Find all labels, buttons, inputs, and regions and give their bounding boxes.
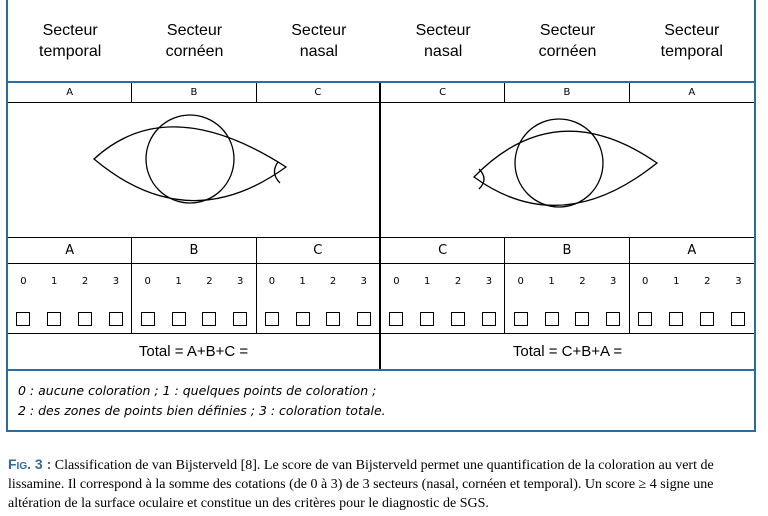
score-checkbox[interactable] (514, 312, 528, 326)
eye-outline (474, 131, 657, 205)
bijsterveld-grid (8, 0, 754, 371)
score-label: 3 (112, 276, 120, 287)
letter-top-1: A (8, 83, 132, 102)
score-checkbox[interactable] (265, 312, 279, 326)
total-left-eye: Total = C+B+A = (512, 343, 623, 360)
left-eye-drawing (381, 103, 754, 238)
score-label: 1 (175, 276, 182, 287)
sector-line2: temporal (660, 42, 723, 60)
score-label: 3 (485, 276, 493, 287)
sector-header-6 (630, 0, 754, 81)
totals-row (8, 334, 754, 371)
score-label: 0 (641, 276, 649, 287)
score-checkbox[interactable] (700, 312, 714, 326)
score-checkbox[interactable] (109, 312, 123, 326)
score-checkbox[interactable] (47, 312, 61, 326)
score-checkbox[interactable] (141, 312, 155, 326)
score-label: 3 (735, 276, 742, 287)
score-row (8, 264, 754, 334)
score-checkbox[interactable] (172, 312, 186, 326)
sector-header-4 (381, 0, 505, 81)
sector-line2: cornéen (165, 42, 224, 60)
letter-bottom-6: A (687, 243, 697, 258)
score-label: 0 (517, 276, 524, 287)
score-checkbox[interactable] (357, 312, 371, 326)
right-eye-drawing (8, 103, 379, 238)
sector-line1: Secteur (166, 21, 223, 39)
letter-row-top (8, 83, 754, 103)
sector-header-row (8, 0, 754, 83)
letter-top-5: B (505, 83, 629, 102)
score-group-3 (257, 264, 381, 333)
score-checkbox[interactable] (233, 312, 247, 326)
score-label: 0 (393, 276, 400, 287)
score-checkbox[interactable] (575, 312, 589, 326)
total-right-eye: Total = A+B+C = (8, 334, 381, 369)
caption-text: Classification de van Bijsterveld [8]. Le score de van Bijsterveld permet une quantification de la coloration au vert de lissamine. Il correspond à la somme des cotations (de 0 à 3) de 3 secteurs (nasal, cornéen et temporal). Un score ≥ 4 signe une altération de la surface oculaire et constitue un des critères pour le diagnostic de SGS. (8, 458, 714, 511)
letter-top-3: C (257, 83, 381, 102)
score-checkbox[interactable] (202, 312, 216, 326)
letter-bottom-5: B (505, 238, 629, 263)
score-label: 2 (81, 276, 89, 287)
score-label: 2 (579, 276, 586, 287)
letter-top-2: B (132, 83, 256, 102)
score-checkbox[interactable] (389, 312, 403, 326)
letter-top-4: C (381, 83, 505, 102)
score-label: 1 (299, 276, 306, 287)
score-group-1 (8, 264, 132, 333)
score-checkbox[interactable] (296, 312, 310, 326)
score-label: 2 (206, 276, 213, 287)
letter-bottom-3: C (257, 238, 381, 263)
score-checkbox[interactable] (326, 312, 340, 326)
score-label: 0 (144, 276, 151, 287)
score-checkbox[interactable] (606, 312, 620, 326)
score-checkbox[interactable] (731, 312, 745, 326)
score-label: 1 (51, 276, 58, 287)
eye-drawing-row (8, 103, 754, 238)
figure-label: Fig. 3 : (8, 456, 52, 472)
score-checkbox[interactable] (482, 312, 496, 326)
letter-bottom-4: C (381, 238, 505, 263)
right-eye-panel (8, 103, 381, 238)
score-label: 2 (704, 276, 711, 287)
score-checkbox[interactable] (451, 312, 465, 326)
sector-line2: cornéen (538, 42, 597, 60)
score-label: 1 (548, 276, 555, 287)
score-group-2 (132, 264, 256, 333)
score-label: 3 (610, 276, 617, 287)
sector-header-1 (8, 0, 132, 81)
sector-line1: Secteur (42, 21, 98, 39)
score-label: 3 (237, 276, 244, 287)
letter-bottom-2: B (132, 238, 256, 263)
score-checkbox[interactable] (545, 312, 559, 326)
score-checkbox[interactable] (16, 312, 30, 326)
score-label: 1 (673, 276, 680, 287)
sector-line2: nasal (299, 42, 338, 60)
score-checkbox[interactable] (638, 312, 652, 326)
figure-frame (6, 0, 756, 432)
eye-outline (94, 127, 286, 201)
score-group-5 (505, 264, 629, 333)
score-legend (18, 381, 386, 421)
score-checkbox[interactable] (78, 312, 92, 326)
sector-header-5 (505, 0, 629, 81)
sector-header-3 (257, 0, 381, 81)
sector-line1: Secteur (415, 21, 471, 39)
legend-line-1: 0 : aucune coloration ; 1 : quelques points de coloration ; (18, 383, 377, 398)
legend-line-2: 2 : des zones de points bien définies ; 3 : coloration totale. (18, 403, 386, 418)
score-checkbox[interactable] (420, 312, 434, 326)
score-label: 2 (329, 276, 337, 287)
letter-bottom-1: A (8, 238, 132, 263)
letter-top-6: A (688, 87, 696, 98)
sector-line1: Secteur (291, 21, 347, 39)
score-label: 1 (424, 276, 431, 287)
sector-header-2 (132, 0, 256, 81)
sector-line1: Secteur (664, 21, 720, 39)
sector-line2: temporal (39, 42, 102, 60)
score-group-6 (630, 264, 754, 333)
score-group-4 (381, 264, 505, 333)
score-label: 3 (360, 276, 367, 287)
score-label: 0 (20, 276, 27, 287)
score-checkbox[interactable] (669, 312, 683, 326)
sector-line2: nasal (424, 42, 463, 60)
score-label: 2 (454, 276, 462, 287)
score-label: 0 (268, 276, 276, 287)
sector-line1: Secteur (539, 21, 596, 39)
letter-row-bottom (8, 238, 754, 264)
figure-caption (8, 455, 760, 513)
left-eye-panel (381, 103, 754, 238)
